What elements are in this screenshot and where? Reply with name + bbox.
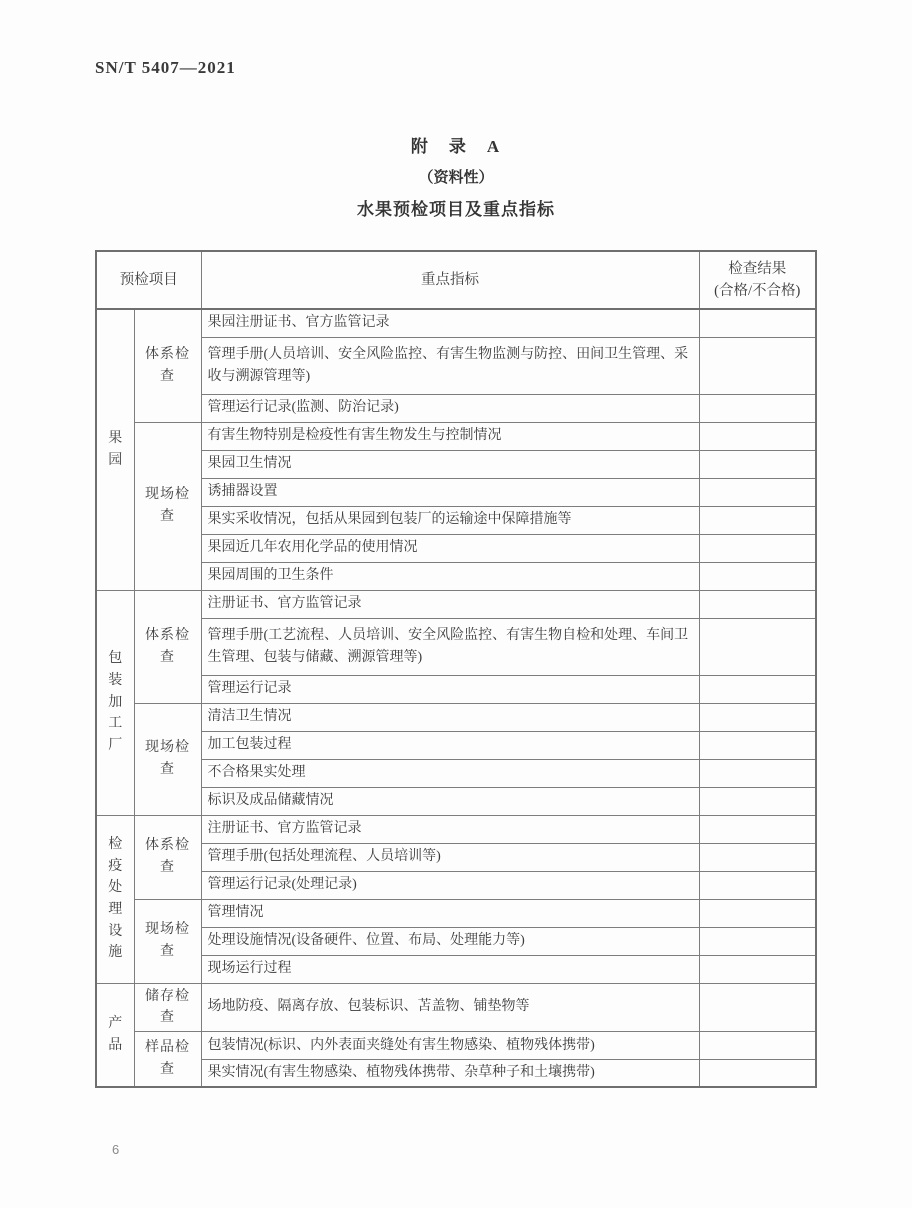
table-row [96,1031,816,1059]
table-row [96,731,816,759]
indicator-cell: 管理手册(工艺流程、人员培训、安全风险监控、有害生物自检和处理、车间卫生管理、包装与储藏、溯源管理等) [201,618,699,675]
table-header-row [96,251,816,309]
header-precheck-item: 预检项目 [96,251,201,309]
indicator-cell: 管理运行记录 [201,675,699,703]
indicator-cell: 果园注册证书、官方监管记录 [201,309,699,337]
table-row [96,478,816,506]
subgroup-label-site-check: 现场检查 [134,422,201,590]
result-cell [699,787,816,815]
result-cell [699,618,816,675]
precheck-table [95,250,817,1088]
indicator-cell: 果实情况(有害生物感染、植物残体携带、杂草种子和土壤携带) [201,1059,699,1087]
result-cell [699,871,816,899]
table-row [96,787,816,815]
subgroup-label-system-check: 体系检查 [134,309,201,422]
subgroup-label-site-check: 现场检查 [134,899,201,983]
indicator-cell: 果园周围的卫生条件 [201,562,699,590]
indicator-cell: 果实采收情况，包括从果园到包装厂的运输途中保障措施等 [201,506,699,534]
result-cell [699,562,816,590]
indicator-cell: 加工包装过程 [201,731,699,759]
table-row [96,450,816,478]
table-row [96,590,816,618]
subgroup-label-system-check: 体系检查 [134,590,201,703]
table-row [96,1059,816,1087]
group-label-quarantine-facility: 检疫处理设施 [96,815,134,983]
table-row [96,337,816,394]
result-cell [699,759,816,787]
subgroup-label-site-check: 现场检查 [134,703,201,815]
result-cell [699,843,816,871]
table-row [96,534,816,562]
result-cell [699,899,816,927]
indicator-cell: 诱捕器设置 [201,478,699,506]
table-row [96,759,816,787]
result-cell [699,955,816,983]
result-cell [699,534,816,562]
table-row [96,927,816,955]
appendix-title-block [0,132,912,220]
indicator-cell: 清洁卫生情况 [201,703,699,731]
indicator-cell: 管理手册(人员培训、安全风险监控、有害生物监测与防控、田间卫生管理、采收与溯源管理等) [201,337,699,394]
table-row [96,394,816,422]
result-cell [699,675,816,703]
page-number: 6 [112,1142,120,1157]
appendix-subheading: （资料性） [418,170,494,186]
result-cell [699,983,816,1031]
table-row [96,618,816,675]
table-row [96,843,816,871]
table-row [96,983,816,1031]
result-cell [699,703,816,731]
result-cell [699,506,816,534]
subgroup-label-storage-check: 储存检查 [134,983,201,1031]
indicator-cell: 处理设施情况(设备硬件、位置、布局、处理能力等) [201,927,699,955]
indicator-cell: 果园近几年农用化学品的使用情况 [201,534,699,562]
result-cell [699,590,816,618]
result-cell [699,731,816,759]
indicator-cell: 管理运行记录(处理记录) [201,871,699,899]
indicator-cell: 现场运行过程 [201,955,699,983]
indicator-cell: 场地防疫、隔离存放、包装标识、苫盖物、铺垫物等 [201,983,699,1031]
header-check-result [699,251,816,309]
group-label-packing-plant: 包装加工厂 [96,590,134,815]
result-cell [699,1059,816,1087]
indicator-cell: 管理运行记录(监测、防治记录) [201,394,699,422]
group-label-product: 产品 [96,983,134,1087]
appendix-title: 水果预检项目及重点指标 [357,200,555,219]
indicator-cell: 不合格果实处理 [201,759,699,787]
table-row [96,506,816,534]
result-cell [699,450,816,478]
table-row [96,899,816,927]
result-cell [699,1031,816,1059]
indicator-cell: 管理情况 [201,899,699,927]
header-check-result-line1: 检查结果 [728,260,787,277]
result-cell [699,927,816,955]
table-row [96,675,816,703]
indicator-cell: 注册证书、官方监管记录 [201,590,699,618]
header-check-result-line2: (合格/不合格) [714,283,801,299]
table-row [96,309,816,337]
indicator-cell: 果园卫生情况 [201,450,699,478]
result-cell [699,337,816,394]
group-label-orchard: 果园 [96,309,134,590]
table-row [96,422,816,450]
result-cell [699,422,816,450]
subgroup-label-sample-check: 样品检查 [134,1031,201,1087]
indicator-cell: 标识及成品储藏情况 [201,787,699,815]
table-row [96,703,816,731]
table-row [96,955,816,983]
header-key-indicator: 重点指标 [201,251,699,309]
result-cell [699,815,816,843]
subgroup-label-system-check: 体系检查 [134,815,201,899]
table-row [96,815,816,843]
indicator-cell: 有害生物特别是检疫性有害生物发生与控制情况 [201,422,699,450]
indicator-cell: 包装情况(标识、内外表面夹缝处有害生物感染、植物残体携带) [201,1031,699,1059]
standard-number: SN/T 5407—2021 [95,58,236,77]
table-row [96,871,816,899]
result-cell [699,309,816,337]
indicator-cell: 管理手册(包括处理流程、人员培训等) [201,843,699,871]
result-cell [699,478,816,506]
table-row [96,562,816,590]
result-cell [699,394,816,422]
indicator-cell: 注册证书、官方监管记录 [201,815,699,843]
appendix-heading: 附 录 A [410,137,502,156]
